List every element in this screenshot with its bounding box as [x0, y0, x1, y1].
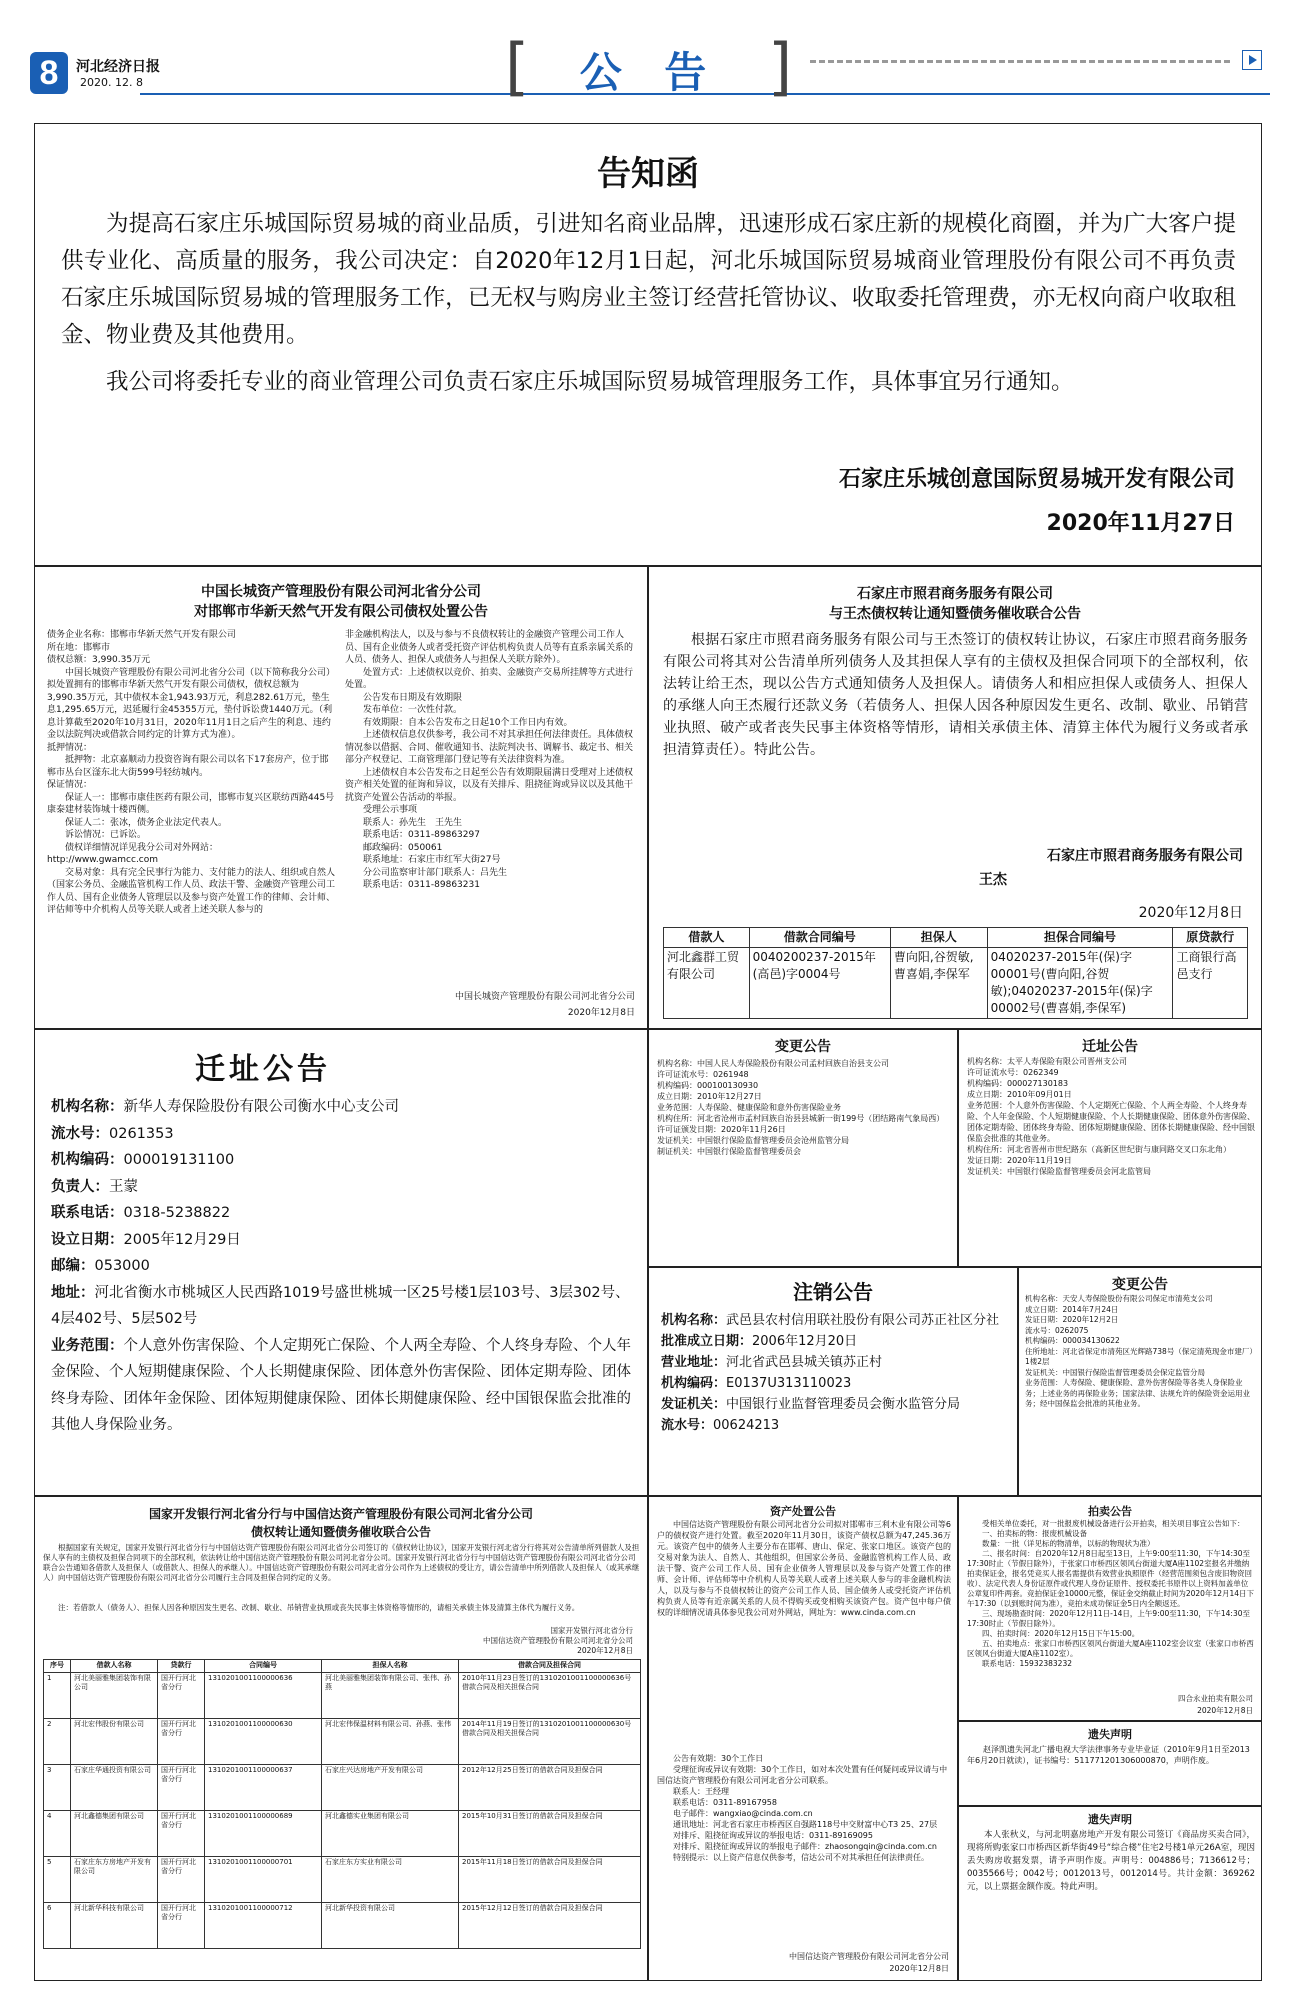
table-row: 6 河北新华科技有限公司 国开行河北省分行 1310201001100000712 河北新华投资有限公司 2015年12月12日签订的借款合同及担保合同 — [44, 1902, 641, 1948]
notice-asset-disposal — [648, 1496, 958, 1981]
table-cell: 0040200237-2015年(高邑)字0004号 — [749, 948, 890, 1019]
change-title-2: 变更公告 — [1112, 1277, 1168, 1293]
table-cell: 河北鑫群工贸有限公司 — [664, 948, 750, 1019]
lost-body-1: 赵泽凯遗失河北广播电视大学法律事务专业毕业证（2010年9月1日至2013年6月20日就读），证书编号：511771201306000870，声明作废。 — [967, 1745, 1250, 1765]
letter-signer: 石家庄乐城创意国际贸易城开发有限公司 — [838, 467, 1235, 492]
disposal-details: 公告有效期：30个工作日 受理征询或异议有效期：30个工作日，如对本次处置有任何疑问或异议请与中国信达资产管理股份有限公司河北省分公司联系。 联系人：王经理 联系电话：0311-89167958 电子邮件：wangxiao@cinda.com.cn 通讯地址：河北省石家庄市桥西区自强路118号中交财富中心T3 25、27层 对排斥、阻挠征询或异议的举报电话：0311-89169095 对排斥、阻挠征询或异议的举报电子邮件：zhaosongqin@cinda.com.cn 特别提示：以上资产信息仅供参考，信达公司不对其承担任何法律责任。 — [657, 1754, 948, 1862]
table-row: 3 石家庄华通投资有限公司 国开行河北省分行 1310201001100000637 石家庄兴达房地产开发有限公司 2012年12月25日签订的借款合同及担保合同 — [44, 1764, 641, 1810]
lost-body-2: 本人张秋义，与河北明嘉房地产开发有限公司签订《商品房买卖合同》，现将所购张家口市桥西区新华街49号“综合楼”住宅2号楼1单元26A室，现因丢失购房收据发票，请予声明作废。声明号：004886号；7136612号；0035566号；0042号；0012013号，0012014号。共计金额：369262元，以上票据金额作废。特此声明。 — [967, 1830, 1255, 1892]
disposal-body: 中国信达资产管理股份有限公司河北省分公司拟对邯郸市三利木业有限公司等6户的债权资产进行处置。截至2020年11月30日，该资产债权总额为47,245.36万元。该资产包中的债务人主要分布在邯郸、唐山、保定、张家口地区。该资产包的交易对象为法人、自然人、其他组织，但国家公务员、金融监管机构工作人员、政法干警、资产公司工作人员、国有企业债务人管理层以及参与资产处置工作的律师、会计师、评估师等中介机构人员等关联人或者上述关联人参与的非金融机构法人，以及与参与不良债权转让的资产公司工作人员、国企债务人或受托资产评估机构负责人员等有近亲属关系的人员不得购买或变相购买该资产包。资产包中每户债权的详细情况请具体参见我公司对外网站，网址为：www.cinda.com.cn — [657, 1520, 951, 1617]
table-cell: 04020237-2015年(保)字00001号(曹向阳,谷贺敏);04020237-2015年(保)字00002号(曹喜娟,李保军) — [987, 948, 1173, 1019]
zhaojun-body: 根据石家庄市照君商务服务有限公司与王杰签订的债权转让协议，石家庄市照君商务服务有限公司将其对公告清单所列债务人及其担保人享有的主债权及担保合同项下的全部权利，依法转让给王杰，现以公告方式通知债务人及担保人。请债务人和相应担保人或债务人、担保人的承继人向王杰履行还款义务（若债务人、担保人因各种原因发生更名、改制、歇业、吊销营业执照、破产或者丧失民事主体资格等情形，请相关承债主体、清算主体代为履行义务或者承担清算责任）。特此公告。 — [663, 632, 1248, 758]
issue-date: 2020. 12. 8 — [80, 76, 143, 89]
table-header-cell: 借款人名称 — [71, 1660, 158, 1673]
notice-lost-2 — [958, 1806, 1262, 1981]
table-header-cell: 借款人 — [664, 928, 750, 948]
notice-greatwall — [34, 566, 648, 1029]
notice-relocation-taiping — [958, 1029, 1262, 1267]
cdb-signer-1: 国家开发银行河北省分行 — [550, 1626, 633, 1635]
cdb-note: 注：若借款人（债务人）、担保人因各种原因发生更名、改制、歇业、吊销营业执照或丧失民事主体资格等情形的，请相关承债主体及清算主体代为履行义务。 — [58, 1603, 580, 1612]
page-header — [0, 0, 1298, 103]
table-header-cell: 担保人 — [890, 928, 987, 948]
zhaojun-table-header — [664, 928, 1248, 948]
relocation-details-2: 机构名称：太平人寿保险有限公司晋州支公司 许可证流水号：0262349 机构编码：000027130183 成立日期：2010年09月01日 业务范围：个人意外伤害保险、个人定期死亡保险、个人两全寿险、个人终身寿险、个人年金保险、个人短期健康保险、个人长期健康保险、团体意外伤害保险、团体定期寿险、团体终身寿险、团体短期健康保险、团体长期健康保险、经中国银保监会批准的其他业务。 机构住所：河北省晋州市世纪路东（高新区世纪街与康同路交叉口东北角） 发证日期：2020年11月19日 发证机关：中国银行保险监督管理委员会河北监管局 — [967, 1057, 1255, 1176]
header-rule-right — [810, 60, 1230, 63]
auction-title: 拍卖公告 — [1088, 1505, 1132, 1518]
notice-zhaojun — [648, 566, 1262, 1029]
change-details-1: 机构名称：中国人民人寿保险股份有限公司孟村回族自治县支公司 许可证流水号：0261948 机构编码：000100130930 成立日期：2010年12月27日 业务范围：人寿保险、健康保险和意外伤害保险业务 机构住所：河北省沧州市孟村回族自治县县城新一街199号（团结路南气象局西） 许可证颁发日期：2020年11月26日 发证机关：中国银行保险监督管理委员会沧州监管分局 制证机关：中国银行保险监督管理委员会 — [657, 1059, 945, 1156]
cdb-title-1: 国家开发银行河北省分行与中国信达资产管理股份有限公司河北省分公司 — [148, 1507, 533, 1521]
letter-para-2: 我公司将委托专业的商业管理公司负责石家庄乐城国际贸易城管理服务工作，具体事宜另行通知。 — [106, 369, 1074, 395]
lost-title-1: 遗失声明 — [1088, 1728, 1132, 1741]
table-header-cell: 担保人名称 — [322, 1660, 459, 1673]
letter-date: 2020年11月27日 — [1046, 511, 1235, 536]
notice-cdb — [34, 1496, 648, 1981]
table-cell: 曹向阳,谷贺敏,曹喜娟,李保军 — [890, 948, 987, 1019]
relocation-title-2: 迁址公告 — [1082, 1039, 1138, 1055]
auction-signer: 四合永业拍卖有限公司 — [1178, 1694, 1253, 1703]
greatwall-col-2: 非金融机构法人，以及与参与不良债权转让的金融资产管理公司工作人员、国有企业债务人或者受托资产评估机构负责人员等有直系亲属关系的人员、债务人、担保人或债务人与担保人关联方除外）。 处置方式：上述债权以竞价、拍卖、金融资产交易所挂牌等方式进行处置。 公告发布日期及有效期限 发布单位：一次性付款。 有效期限：自本公告发布之日起10个工作日内有效。 上述债权信息仅供参考，我公司不对其承担任何法律责任。具体债权情况参以借据、合同、催收通知书、法院判决书、调解书、裁定书、相关部分产权登记、工商管理部门登记等有关法律资料为准。 上述债权自本公告发布之日起至公告有效期限届满日受理对上述债权资产相关处置的征询和异议，以及有关排斥、阻挠征询或异议以及其他干扰资产处置公告活动的举报。 受理公示事项 联系人：孙先生 王先生 联系电话：0311-89863297 邮政编码：050061 联系地址：石家庄市红军大街27号 分公司监察审计部门联系人：吕先生 联系电话：0311-89863231 — [345, 630, 634, 890]
notice-change-mengcun — [648, 1029, 958, 1267]
cdb-body: 根据国家有关规定，国家开发银行河北省分行与中国信达资产管理股份有限公司河北省分公司签订的《债权转让协议》，国家开发银行河北省分行将其对公告清单所列借款人及担保人享有的主债权及担保合同项下的全部权利，依法转让给中国信达资产管理股份有限公司河北省分公司。国家开发银行河北省分行与中国信达资产管理股份有限公司河北省分公司联合公告通知各借款人及担保人（或借款人、担保人的承继人）。中国信达资产管理股份有限公司河北省分公司作为上述债权的受让方，请公告清单中所列借款人及担保人（或其承继人）向中国信达资产管理股份有限公司河北省分公司履行主合同及担保合同约定的义务。 — [43, 1543, 640, 1582]
table-row: 5 石家庄东方房地产开发有限公司 国开行河北省分行 1310201001100000701 石家庄东方实业有限公司 2015年11月18日签订的借款合同及担保合同 — [44, 1856, 641, 1902]
greatwall-title-1: 中国长城资产管理股份有限公司河北省分公司 — [201, 584, 481, 600]
table-header-cell: 担保合同编号 — [987, 928, 1173, 948]
zhaojun-signer-1: 石家庄市照君商务服务有限公司 — [1047, 848, 1243, 864]
disposal-date: 2020年12月8日 — [889, 1964, 949, 1973]
relocation-title: 迁址公告 — [195, 1052, 331, 1087]
lost-title-2: 遗失声明 — [1088, 1813, 1132, 1826]
section-title: 公 告 — [579, 48, 721, 97]
paper-name: 河北经济日报 — [76, 59, 160, 75]
table-row: 1 河北美丽雅集团装饰有限公司 国开行河北省分行 1310201001100000636 河北美丽雅集团装饰有限公司、张伟、孙燕 2010年11月23日签订的1310201001100000636号借款合同及相关担保合同 — [44, 1672, 641, 1718]
page-number-badge — [30, 52, 68, 94]
zhaojun-date: 2020年12月8日 — [1138, 905, 1243, 921]
table-header-cell: 序号 — [44, 1660, 71, 1673]
disposal-signer: 中国信达资产管理股份有限公司河北省分公司 — [789, 1952, 949, 1961]
table-header-cell: 借款合同编号 — [749, 928, 890, 948]
relocation-details: 机构名称：新华人寿保险股份有限公司衡水中心支公司 流水号：0261353 机构编码：000019131100 负责人：王蒙 联系电话：0318-5238822 设立日期：2005年12月29日 邮编：053000 地址：河北省衡水市桃城区人民西路1019号盛世桃城一区25号楼1层103号、3层302号、4层402号、5层502号 业务范围：个人意外伤害保险、个人定期死亡保险、个人两全寿险、个人终身寿险、个人年金保险、个人短期健康保险、个人长期健康保险、团体意外伤害保险、团体定期寿险、团体终身寿险、团体年金保险、团体短期健康保险、团体长期健康保险、经中国银保监会批准的其他人身保险业务。 — [51, 1099, 631, 1433]
notice-letter — [34, 123, 1262, 566]
table-header-cell: 合同编号 — [205, 1660, 322, 1673]
table-header-cell: 原贷款行 — [1173, 928, 1248, 948]
notice-change-tianan — [1018, 1267, 1262, 1496]
disposal-title: 资产处置公告 — [770, 1505, 836, 1518]
cancellation-details: 机构名称：武邑县农村信用联社股份有限公司苏正社区分社 批准成立日期：2006年12月20日 营业地址：河北省武邑县城关镇苏正村 机构编码：E0137U313110023 发证机关：中国银行业监督管理委员会衡水监管分局 流水号：00624213 — [661, 1313, 1000, 1433]
greatwall-title-2: 对邯郸市华新天然气开发有限公司债权处置公告 — [194, 604, 488, 620]
zhaojun-title-2: 与王杰债权转让通知暨债务催收联合公告 — [829, 606, 1081, 622]
notice-lost-1 — [958, 1721, 1262, 1806]
change-title-1: 变更公告 — [775, 1039, 831, 1055]
table-cell: 工商银行高邑支行 — [1173, 948, 1248, 1019]
letter-para-1: 为提高石家庄乐城国际贸易城的商业品质，引进知名商业品牌，迅速形成石家庄新的规模化商圈，并为广大客户提供专业化、高质量的服务，我公司决定：自2020年12月1日起，河北乐城国际贸易城商业管理股份有限公司不再负责石家庄乐城国际贸易城的管理服务工作，已无权与购房业主签订经营托管协议、收取委托管理费，亦无权向商户收取租金、物业费及其他费用。 — [61, 211, 1236, 348]
auction-details: 受相关单位委托，对一批报废机械设备进行公开拍卖，相关项目事宜公告如下： 一、拍卖标的物：报废机械设备 数量：一批（详见标的物清单，以标的物现状为准） 二、报名时间：自2020年12月8日起至13日，上午9:00至11:30，下午14:30至17:30时止（节假日除外），于张家口市桥西区领风台街道大厦A座1102室报名并缴纳拍卖保证金，报名凭竞买人报名需提供有效营业执照原件（经营范围须包含废旧物资回收）、法定代表人身份证原件或代理人身份证原件、授权委托书原件以上资料加盖单位公章复印件两套。竞拍保证金10000元整，保证金交纳截止时间为2020年12月14日下午17:30（以到账时间为准），竞拍未成功保证金5日内全额返还。 三、现场勘查时间：2020年12月11日-14日，上午9:00至11:30，下午14:30至17:30时止（节假日除外）。 四、拍卖时间：2020年12月15日下午15:00。 五、拍卖地点：张家口市桥西区领风台街道大厦A座1102室会议室（张家口市桥西区领风台街道大厦A座1102室）。 联系电话：15932383232 — [967, 1519, 1255, 1668]
notice-auction — [958, 1496, 1262, 1721]
cdb-signer-2: 中国信达资产管理股份有限公司河北省分公司 — [483, 1636, 633, 1645]
greatwall-col-1: 债务企业名称：邯郸市华新天然气开发有限公司 所在地：邯郸市 债权总额：3,990.35万元 中国长城资产管理股份有限公司河北省分公司（以下简称我分公司）拟处置拥有的邯郸市华新天然气开发有限公司债权，债权总额为3,990.35万元，其中债权本金1,943.93万元，利息282.61万元，垫生息1,295.65万元，迟延履行金45355万元，垫付诉讼费1440万元。（利息计算截至2020年10月31日，2020年11月1日之后产生的利息、违约金以法院判决或借款合同约定的计算方式为准）。 抵押情况： 抵押物：北京嘉顺动力投资咨询有限公司以名下17套房产，位于邯郸市丛台区滏东北大街599号轻纺城内。 保证情况： 保证人一：邯郸市康佳医药有限公司，邯郸市复兴区联纺西路445号康泰建材装饰城十楼西侧。 保证人二：张冰，债务企业法定代表人。 诉讼情况：已诉讼。 债权详细情况详见我分公司对外网站： http://www.gwamcc.com 交易对象：具有完全民事行为能力、支付能力的法人、组织或自然人（国家公务员、金融监管机构工作人员、政法干警、金融资产管理公司工作人员、国有企业债务人管理层以及参与资产处置工作的律师、会计师、评估师等中介机构人员等关联人或者上述关联人参与的 — [47, 630, 336, 915]
table-row: 2 河北宏伟股份有限公司 国开行河北省分行 1310201001100000630 河北宏伟保温材料有限公司、孙燕、张伟 2014年11月19日签订的1310201001100000630号借款合同及相关担保合同 — [44, 1718, 641, 1764]
notice-relocation-xinhua — [34, 1029, 648, 1496]
next-page-icon[interactable] — [1242, 50, 1262, 70]
bracket-right: ] — [768, 30, 793, 103]
table-header-cell: 贷款行 — [158, 1660, 205, 1673]
change-details-2: 机构名称：天安人寿保险股份有限公司保定市清苑支公司 成立日期：2014年7月24日 发证日期：2020年12月2日 流水号：0262075 机构编码：000034130622 住所地址：河北省保定市清苑区光辉路738号（保定清苑现金市建厂）1楼2层 发证机关：中国银行保险监督管理委员会保定监管分局 业务范围：人寿保险、健康保险、意外伤害保险等各类人身保险业务；上述业务的再保险业务；国家法律、法规允许的保险资金运用业务；经中国保监会批准的其他业务。 — [1025, 1294, 1257, 1408]
greatwall-date: 2020年12月8日 — [567, 1008, 635, 1018]
greatwall-signer: 中国长城资产管理股份有限公司河北省分公司 — [454, 992, 635, 1002]
zhaojun-table — [663, 927, 1248, 1019]
page-number: 8 — [39, 54, 59, 92]
cdb-date: 2020年12月8日 — [577, 1646, 633, 1655]
table-row: 4 河北鑫德集团有限公司 国开行河北省分行 1310201001100000689 河北鑫德实业集团有限公司 2015年10月31日签订的借款合同及担保合同 — [44, 1810, 641, 1856]
cancellation-title: 注销公告 — [793, 1280, 873, 1304]
notice-cancellation — [648, 1267, 1018, 1496]
auction-date: 2020年12月8日 — [1197, 1706, 1253, 1715]
zhaojun-signer-2: 王杰 — [979, 872, 1007, 888]
zhaojun-title-1: 石家庄市照君商务服务有限公司 — [857, 586, 1053, 602]
cdb-table — [43, 1659, 641, 1949]
bracket-left: [ — [505, 30, 530, 103]
letter-title: 告知函 — [597, 154, 699, 194]
table-header-cell: 借款合同及担保合同 — [459, 1660, 641, 1673]
table-row — [664, 948, 1248, 1019]
cdb-title-2: 债权转让通知暨债务催收联合公告 — [250, 1525, 431, 1539]
cdb-table-header — [44, 1660, 641, 1673]
